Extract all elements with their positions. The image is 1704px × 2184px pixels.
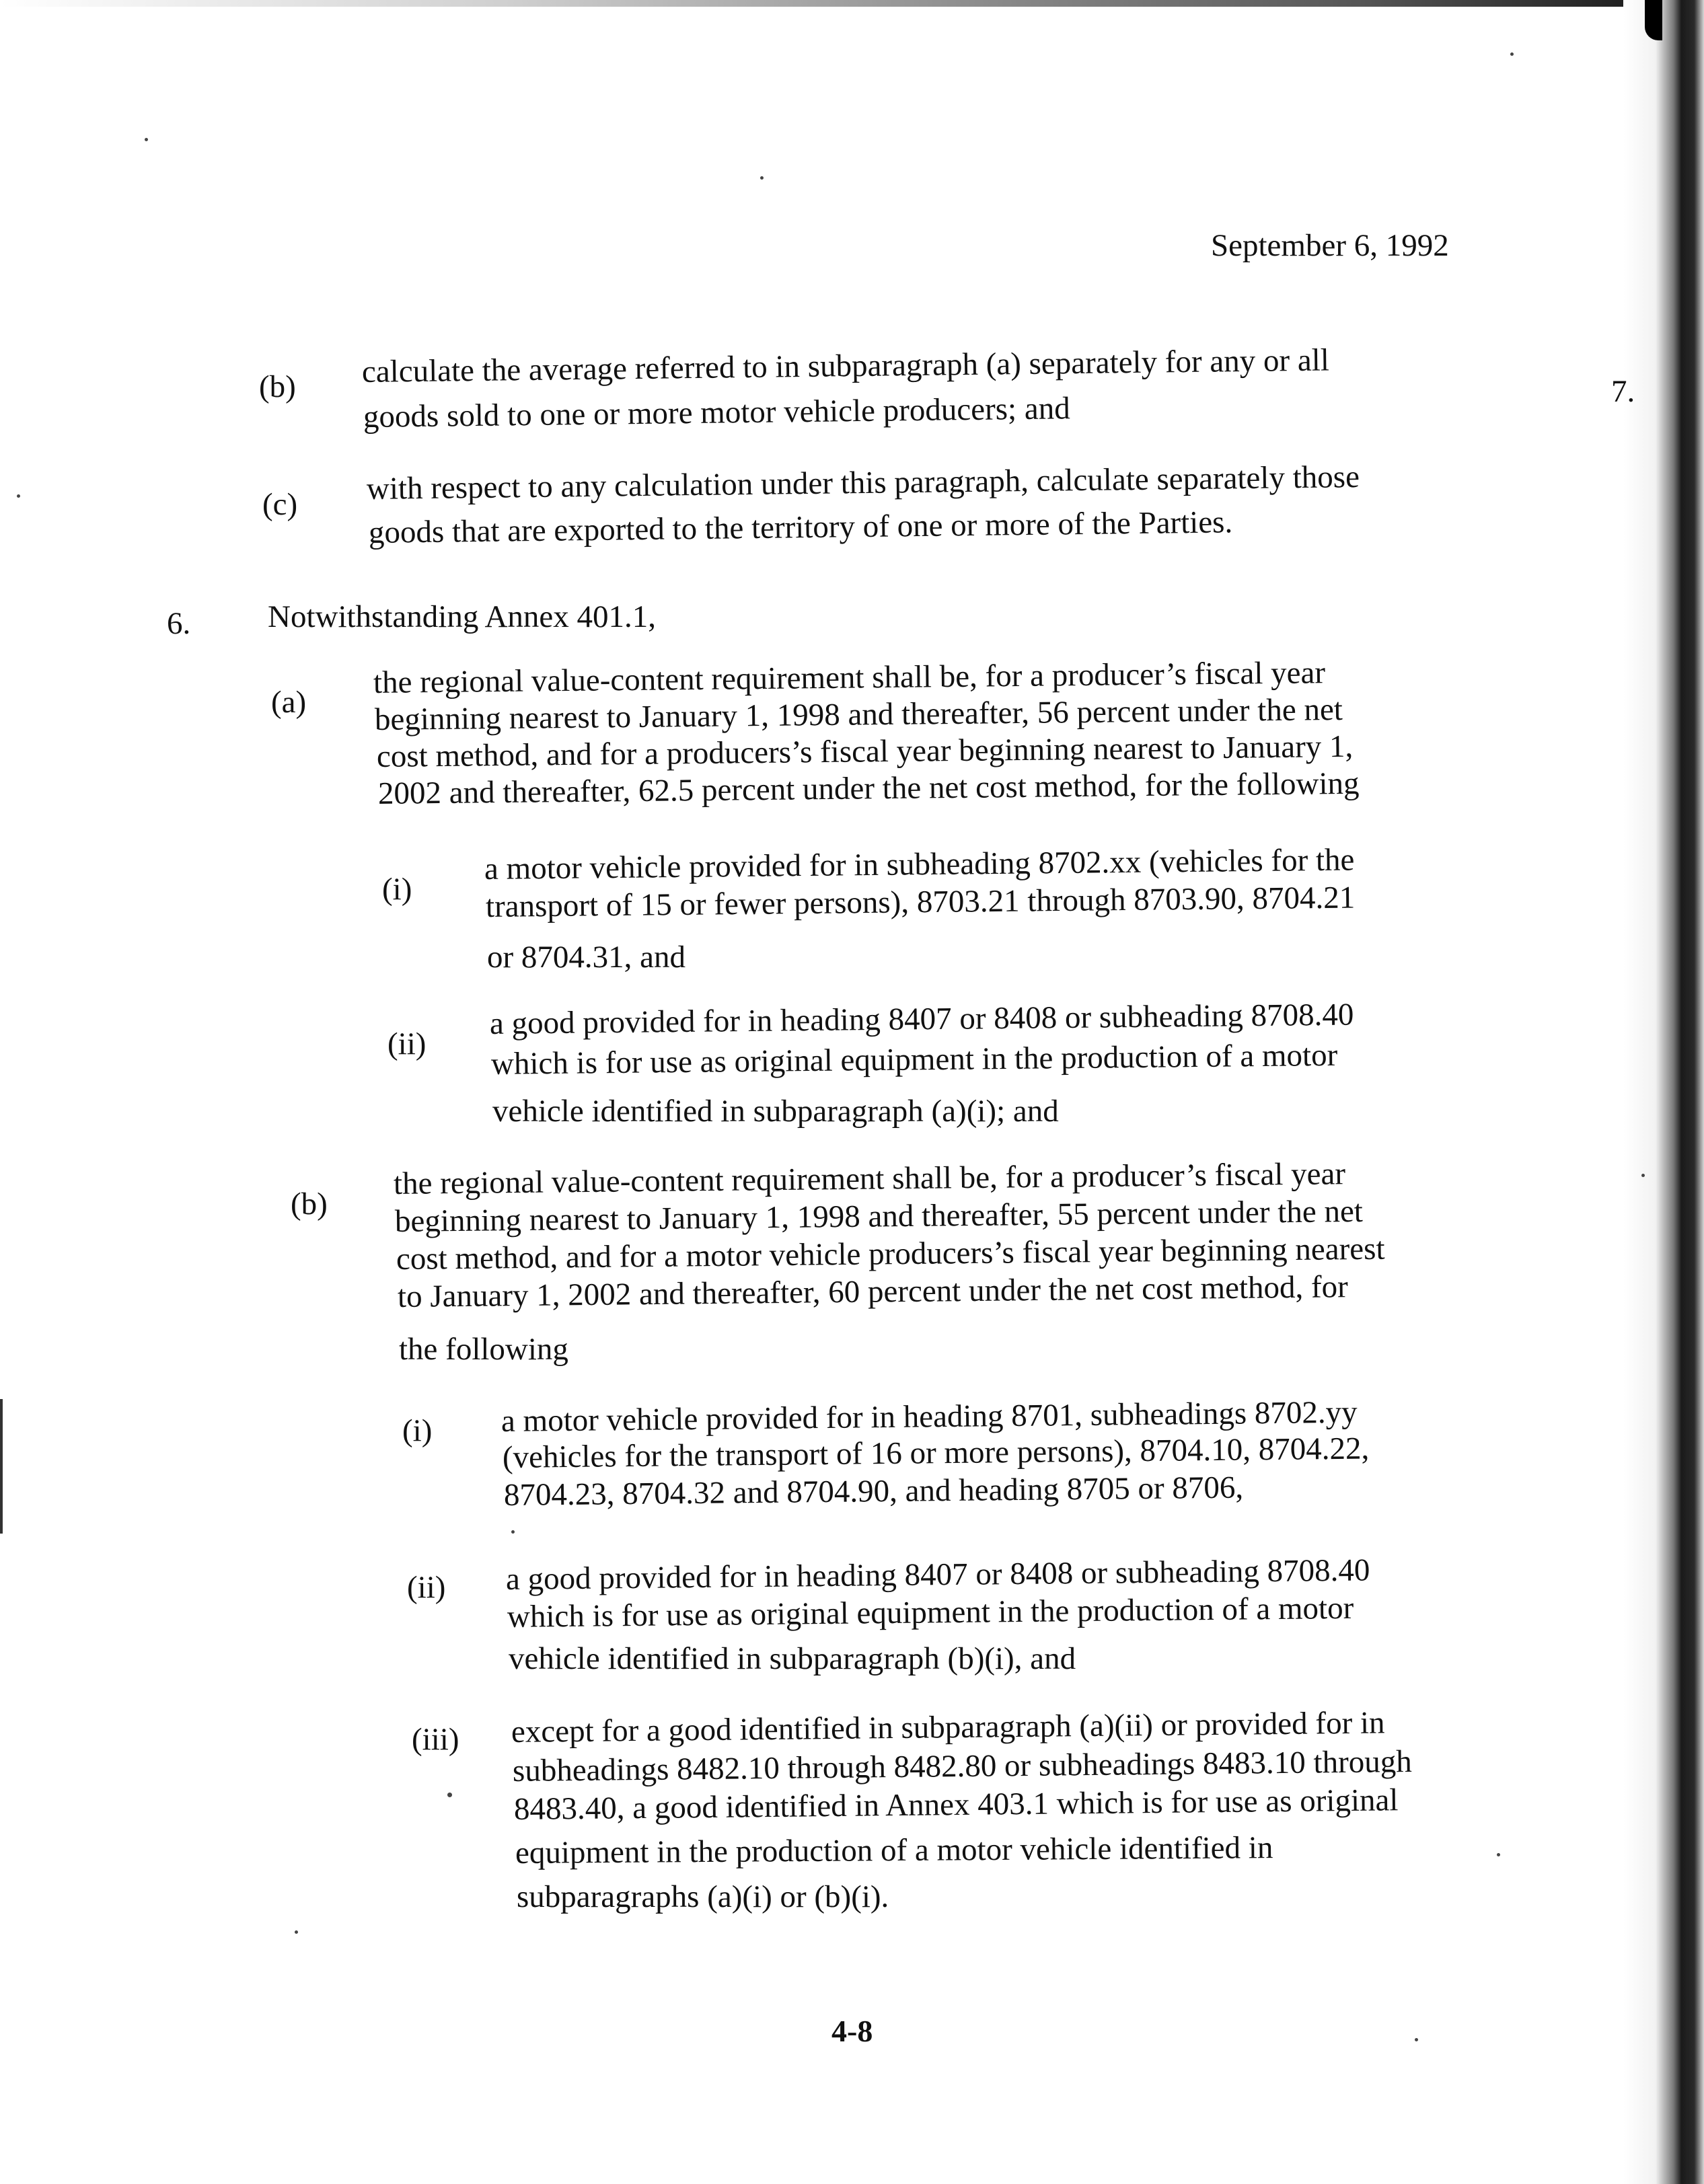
margin-number: 7. xyxy=(1611,374,1635,409)
para-6b-i-line: 8704.23, 8704.32 and 8704.90, and heading 8705 or 8706, xyxy=(503,1470,1244,1513)
para-6a-ii-line: vehicle identified in subparagraph (a)(i); and xyxy=(492,1094,1059,1129)
para-6a-ii-line: a good provided for in heading 8407 or 8408 or subheading 8708.40 xyxy=(489,997,1354,1041)
para-6b-line: beginning nearest to January 1, 1998 and thereafter, 55 percent under the net xyxy=(394,1193,1364,1239)
para-6a-i-line: a motor vehicle provided for in subheading 8702.xx (vehicles for the xyxy=(484,842,1355,887)
paragraph-6-intro: Notwithstanding Annex 401.1, xyxy=(268,599,657,634)
scan-speck xyxy=(1415,2038,1418,2041)
para-6a-line: the regional value-content requirement shall be, for a producer’s fiscal year xyxy=(373,655,1326,700)
item-b-line: goods sold to one or more motor vehicle producers; and xyxy=(363,391,1070,435)
para-6b-iii-line: except for a good identified in subparagraph (a)(ii) or provided for in xyxy=(511,1705,1385,1749)
para-6a-line: 2002 and thereafter, 62.5 percent under the net cost method, for the following xyxy=(377,765,1360,811)
para-6b-marker: (b) xyxy=(291,1187,328,1221)
para-6b-line: the regional value-content requirement shall be, for a producer’s fiscal year xyxy=(393,1156,1346,1201)
para-6a-i-marker: (i) xyxy=(382,872,412,907)
para-6b-iii-line: equipment in the production of a motor vehicle identified in xyxy=(515,1830,1273,1871)
para-6b-ii-line: vehicle identified in subparagraph (b)(i), and xyxy=(509,1641,1076,1676)
para-6a-i-line: transport of 15 or fewer persons), 8703.21 through 8703.90, 8704.21 xyxy=(485,880,1356,924)
page-number: 4-8 xyxy=(831,2014,873,2048)
document-date: September 6, 1992 xyxy=(1211,228,1449,263)
scan-speck xyxy=(17,494,20,498)
para-6b-iii-line: subheadings 8482.10 through 8482.80 or subheadings 8483.10 through xyxy=(512,1744,1412,1788)
scan-speck xyxy=(447,1793,452,1797)
scan-speck xyxy=(760,176,764,180)
para-6b-i-line: (vehicles for the transport of 16 or more persons), 8704.10, 8704.22, xyxy=(502,1431,1370,1475)
binding-edge xyxy=(1623,0,1704,2184)
scan-speck xyxy=(145,138,148,141)
scan-speck xyxy=(1510,52,1514,56)
para-6b-i-marker: (i) xyxy=(402,1413,433,1448)
item-b-marker: (b) xyxy=(259,369,296,404)
top-edge-shadow xyxy=(0,0,1704,7)
para-6b-iii-marker: (iii) xyxy=(412,1722,459,1757)
para-6a-line: cost method, and for a producers’s fiscal year beginning nearest to January 1, xyxy=(376,728,1354,774)
para-6a-line: beginning nearest to January 1, 1998 and thereafter, 56 percent under the net xyxy=(374,691,1343,737)
para-6b-ii-line: which is for use as original equipment in the production of a motor xyxy=(507,1590,1354,1634)
para-6a-marker: (a) xyxy=(271,685,307,720)
item-c-line: with respect to any calculation under this paragraph, calculate separately those xyxy=(366,459,1360,506)
item-c-marker: (c) xyxy=(262,487,298,522)
scan-speck xyxy=(511,1530,515,1534)
scan-speck xyxy=(1497,1853,1500,1856)
para-6b-ii-marker: (ii) xyxy=(407,1570,446,1605)
para-6a-ii-line: which is for use as original equipment in the production of a motor xyxy=(490,1037,1338,1082)
para-6b-iii-line: 8483.40, a good identified in Annex 403.1 which is for use as original xyxy=(513,1782,1399,1827)
para-6a-ii-marker: (ii) xyxy=(387,1026,427,1061)
item-b-line: calculate the average referred to in subparagraph (a) separately for any or all xyxy=(361,342,1330,389)
para-6b-line: the following xyxy=(399,1332,568,1367)
scan-speck xyxy=(1641,1174,1645,1177)
para-6b-line: to January 1, 2002 and thereafter, 60 percent under the net cost method, for xyxy=(397,1269,1349,1314)
binding-notch xyxy=(1645,0,1662,40)
left-edge-mark xyxy=(0,1399,3,1534)
para-6b-iii-line: subparagraphs (a)(i) or (b)(i). xyxy=(517,1879,889,1914)
para-6b-line: cost method, and for a motor vehicle producers’s fiscal year beginning nearest xyxy=(396,1231,1385,1277)
item-c-line: goods that are exported to the territory of one or more of the Parties. xyxy=(368,504,1233,550)
paragraph-6-number: 6. xyxy=(167,606,191,641)
para-6b-ii-line: a good provided for in heading 8407 or 8408 or subheading 8708.40 xyxy=(505,1552,1370,1597)
para-6a-i-line: or 8704.31, and xyxy=(487,940,686,975)
scan-speck xyxy=(295,1930,298,1934)
para-6b-i-line: a motor vehicle provided for in heading 8701, subheadings 8702.yy xyxy=(501,1394,1358,1439)
